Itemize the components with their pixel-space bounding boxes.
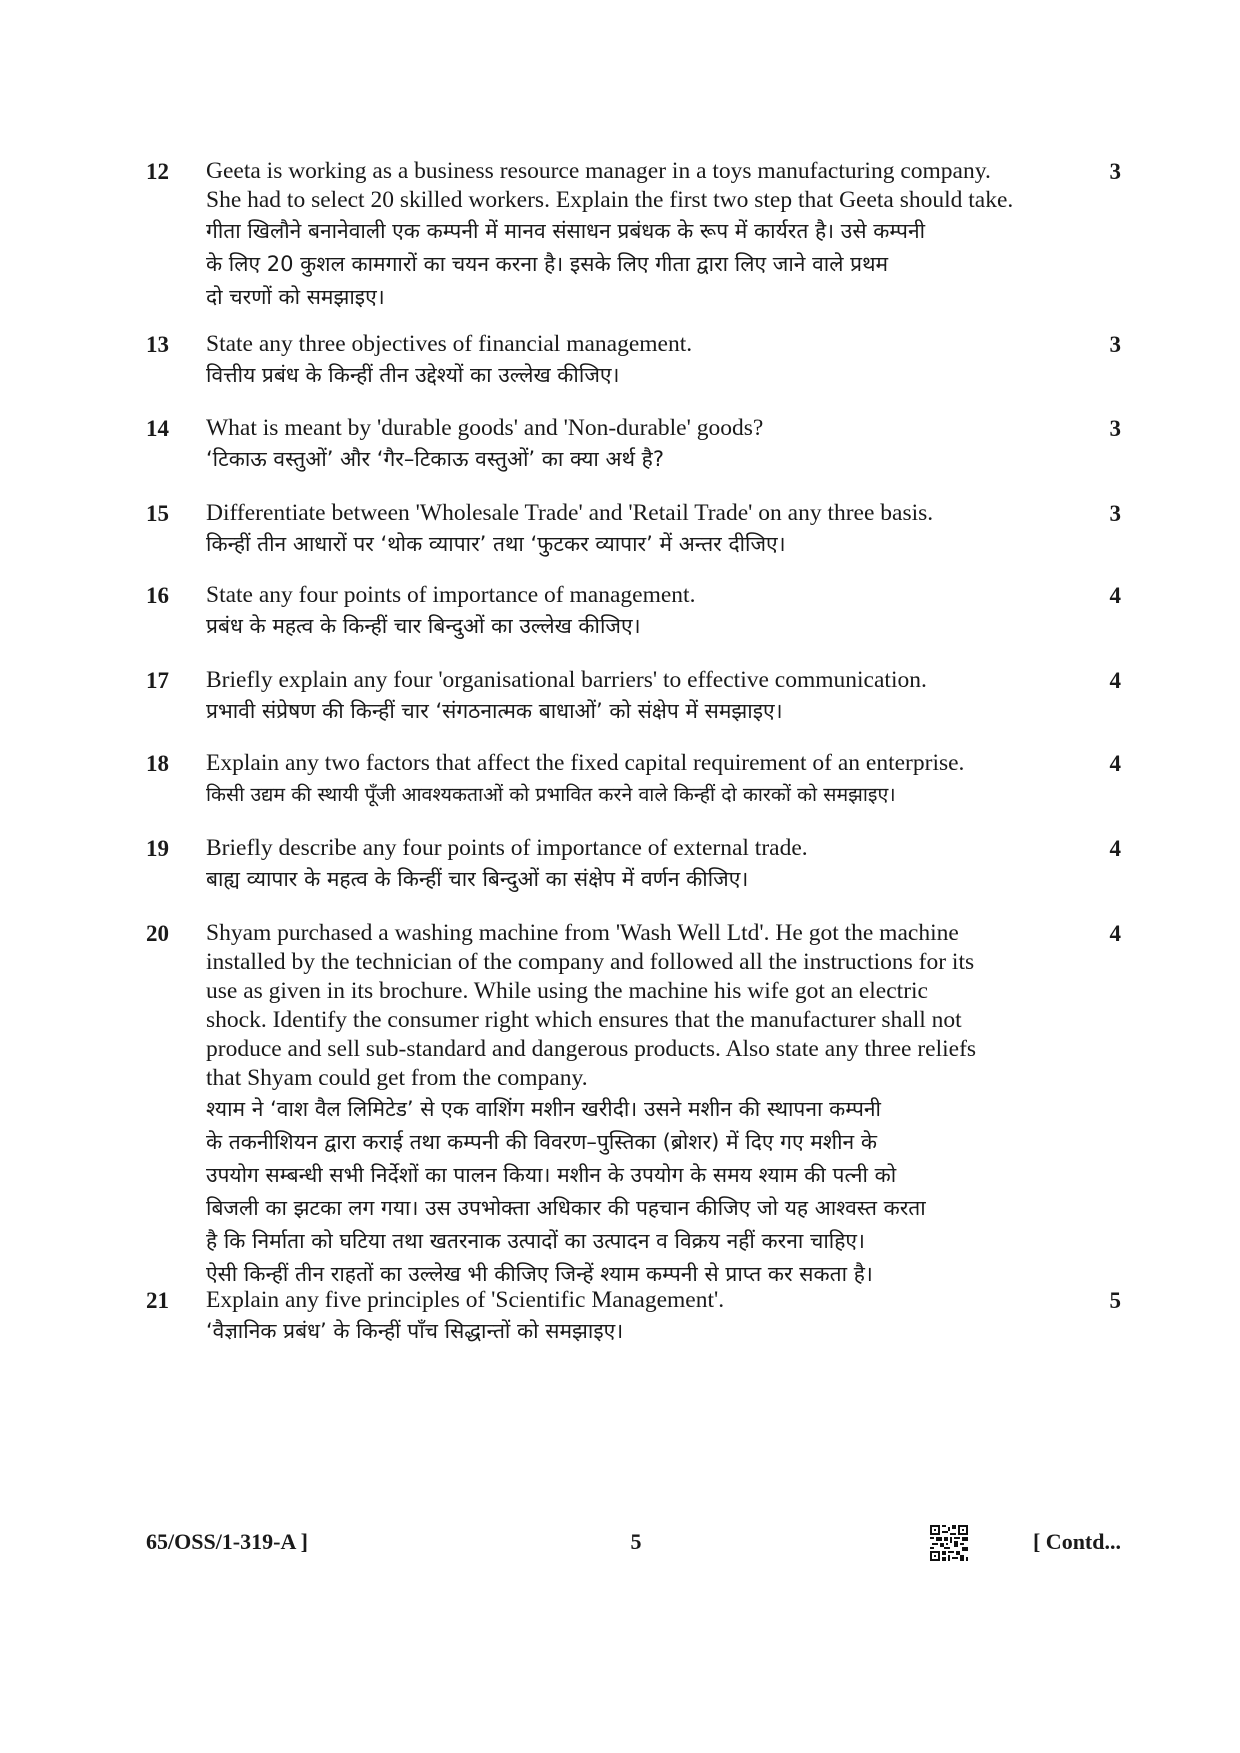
question-text-english: Geeta is working as a business resource manager in a toys manufacturing company. She had to select 20 skilled workers. Explain the first two step that Geeta should take. (206, 158, 1014, 213)
question-body (206, 919, 1066, 1291)
question-number: 19 (146, 836, 169, 861)
question-number: 14 (146, 416, 169, 441)
question-number: 16 (146, 583, 169, 608)
question-body (206, 749, 1066, 811)
question-text-hindi: वित्तीय प्रबंध के किन्हीं तीन उद्देश्यों का उल्लेख कीजिए। (206, 363, 620, 387)
question-number: 13 (146, 332, 169, 357)
question-text-hindi: श्याम ने ‘वाश वैल लिमिटेड’ से एक वाशिंग मशीन खरीदी। उसने मशीन की स्थापना कम्पनी के तकनीशियन द्वारा कराई तथा कम्पनी की विवरण–पुस्तिका (ब्रोशर) में दिए गए मशीन के उपयोग सम्बन्धी सभी निर्देशों का पालन किया। मशीन के उपयोग के समय श्याम की पत्नी को बिजली का झटका लग गया। उस उपभोक्ता अधिकार की पहचान कीजिए जो यह आश्वस्त करता है कि निर्माता को घटिया तथा खतरनाक उत्पादों का उत्पादन व विक्रय नहीं करना चाहिए। ऐसी किन्हीं तीन राहतों का उल्लेख भी कीजिए जिन्हें श्याम कम्पनी से प्राप्त कर सकता है। (206, 1097, 926, 1286)
question-text-english: Briefly describe any four points of importance of external trade. (206, 835, 808, 861)
page-number: 5 (630, 1529, 642, 1554)
question-body (206, 157, 1066, 314)
question-text-hindi: बाह्य व्यापार के महत्व के किन्हीं चार बिन्दुओं का संक्षेप में वर्णन कीजिए। (206, 867, 749, 891)
question-text-english: Explain any two factors that affect the fixed capital requirement of an enterprise. (206, 750, 965, 776)
question-marks: 3 (1109, 501, 1121, 526)
continued-label: [ Contd... (1032, 1529, 1121, 1554)
paper-code: 65/OSS/1-319-A ] (146, 1529, 308, 1554)
question-body (206, 1286, 1066, 1348)
question-marks: 4 (1109, 583, 1121, 608)
question-body (206, 834, 1066, 896)
question-marks: 3 (1109, 332, 1121, 357)
question-number: 21 (146, 1288, 169, 1313)
question-body (206, 330, 1066, 392)
question-number: 12 (146, 159, 169, 184)
question-text-hindi: प्रबंध के महत्व के किन्हीं चार बिन्दुओं का उल्लेख कीजिए। (206, 614, 641, 638)
question-number: 18 (146, 751, 169, 776)
question-text-english: State any four points of importance of management. (206, 582, 696, 608)
question-marks: 3 (1109, 159, 1121, 184)
question-text-english: Explain any five principles of 'Scientific Management'. (206, 1287, 725, 1313)
qr-code-icon (930, 1525, 968, 1561)
question-marks: 4 (1109, 751, 1121, 776)
question-number: 20 (146, 921, 169, 946)
question-text-english: Differentiate between 'Wholesale Trade' and 'Retail Trade' on any three basis. (206, 500, 934, 526)
question-marks: 3 (1109, 416, 1121, 441)
question-marks: 4 (1109, 668, 1121, 693)
question-number: 17 (146, 668, 169, 693)
question-marks: 5 (1109, 1288, 1121, 1313)
question-text-english: State any three objectives of financial management. (206, 331, 693, 357)
question-text-hindi: किसी उद्यम की स्थायी पूँजी आवश्यकताओं को प्रभावित करने वाले किन्हीं दो कारकों को समझाइए। (206, 783, 896, 806)
question-text-english: Briefly explain any four 'organisational barriers' to effective communication. (206, 667, 927, 693)
question-number: 15 (146, 501, 169, 526)
question-text-hindi: ‘वैज्ञानिक प्रबंध’ के किन्हीं पाँच सिद्धान्तों को समझाइए। (206, 1319, 624, 1343)
question-text-hindi: गीता खिलौने बनानेवाली एक कम्पनी में मानव संसाधन प्रबंधक के रूप में कार्यरत है। उसे कम्पनी के लिए 20 कुशल कामगारों का चयन करना है। इसके लिए गीता द्वारा लिए जाने वाले प्रथम दो चरणों को समझाइए। (206, 219, 926, 309)
question-body (206, 414, 1066, 476)
page-footer (146, 1527, 1121, 1563)
question-text-hindi: प्रभावी संप्रेषण की किन्हीं चार ‘संगठनात्मक बाधाओं’ को संक्षेप में समझाइए। (206, 699, 783, 723)
question-marks: 4 (1109, 921, 1121, 946)
question-marks: 4 (1109, 836, 1121, 861)
question-body (206, 499, 1066, 561)
question-body (206, 581, 1066, 643)
question-text-english: What is meant by 'durable goods' and 'Non-durable' goods? (206, 415, 764, 441)
question-body (206, 666, 1066, 728)
question-text-hindi: ‘टिकाऊ वस्तुओं’ और ‘गैर–टिकाऊ वस्तुओं’ का क्या अर्थ है? (206, 447, 664, 471)
question-text-english: Shyam purchased a washing machine from 'Wash Well Ltd'. He got the machine installed by the technician of the company and followed all the instructions for its use as given in its brochure. While using the machine his wife got an electric shock. Identify the consumer right which ensures that the manufacturer shall not produce and sell sub-standard and dangerous products. Also state any three reliefs that Shyam could get from the company. (206, 920, 977, 1091)
question-text-hindi: किन्हीं तीन आधारों पर ‘थोक व्यापार’ तथा ‘फुटकर व्यापार’ में अन्तर दीजिए। (206, 532, 786, 556)
